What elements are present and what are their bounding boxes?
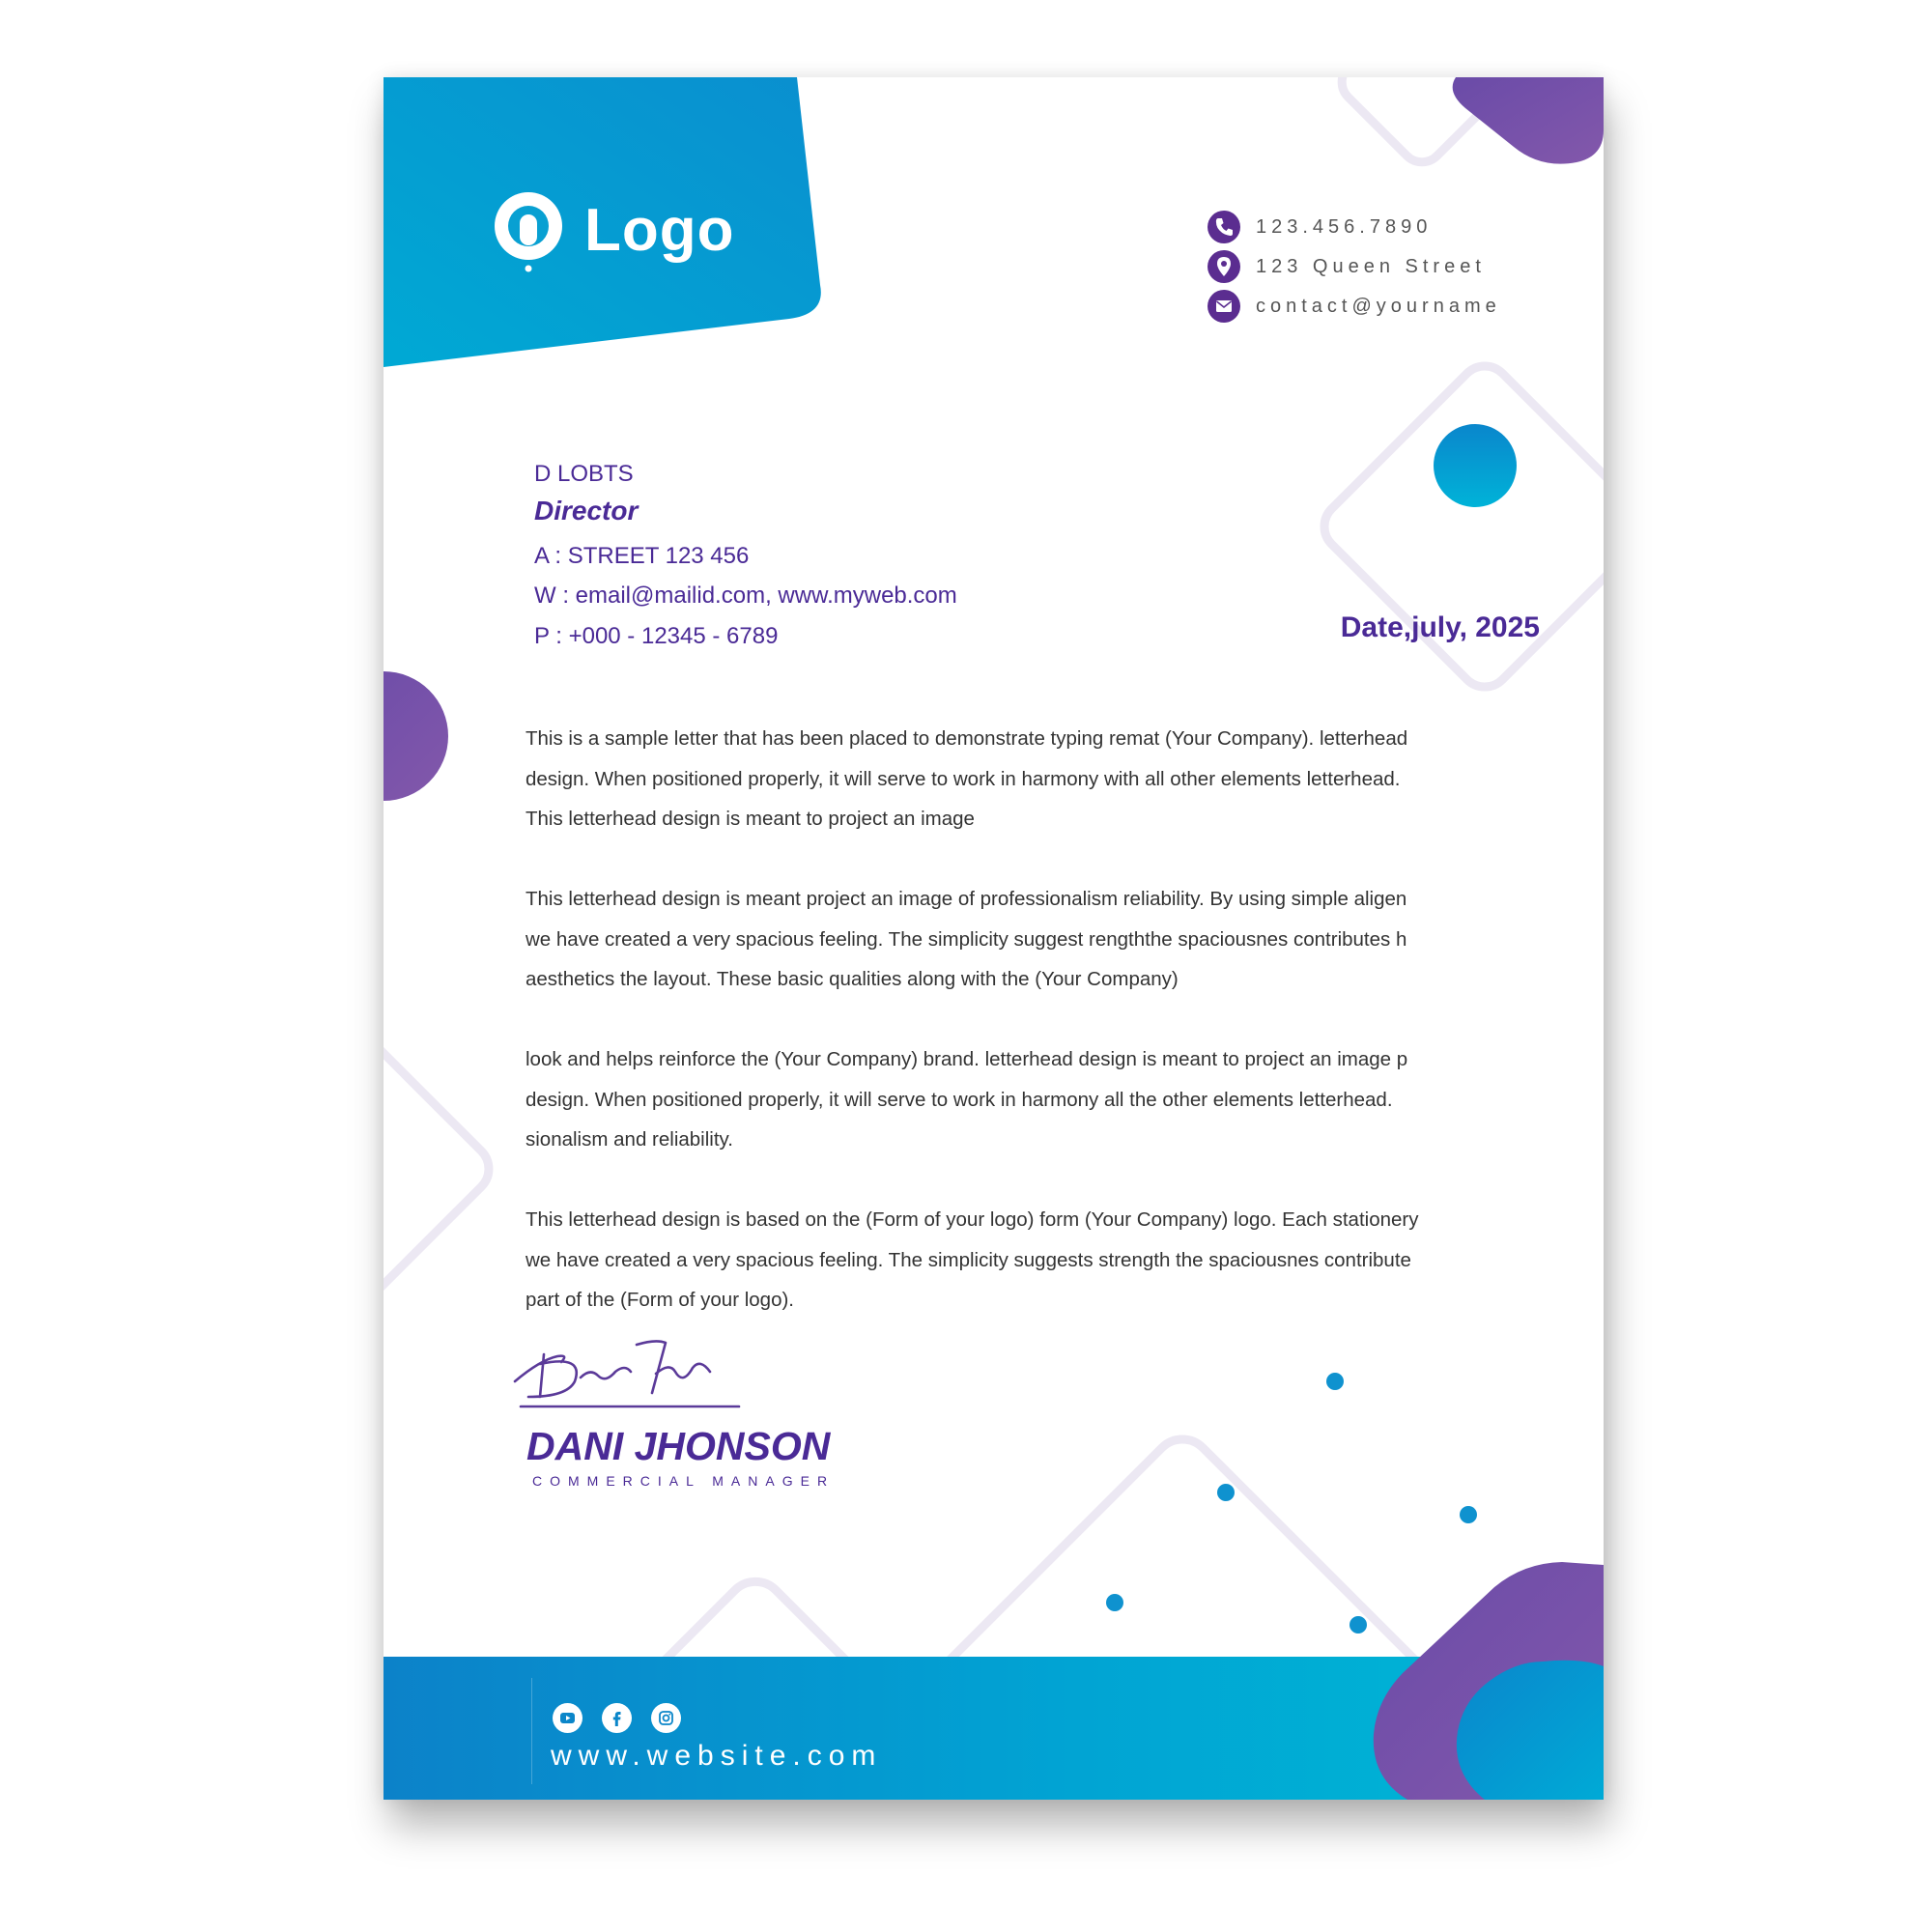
footer-divider [531,1678,532,1784]
purple-half-circle [384,671,448,801]
body-line: sionalism and reliability. [526,1128,733,1151]
sender-role: Director [534,496,639,526]
body-paragraph [526,1039,1549,1160]
contact-email [1208,290,1575,323]
sender-address: A : STREET 123 456 [534,543,750,569]
body-line: part of the (Form of your logo). [526,1289,795,1311]
contact-email-text: contact@yourname [1256,296,1501,317]
footer-website[interactable]: www.website.com [551,1740,883,1772]
body-line: This letterhead design is based on the (Form of your logo) form (Your Company) logo. Each stationery [526,1208,1419,1231]
body-line: This letterhead design is meant to project an image [526,808,975,830]
logo [490,187,789,284]
body-line: design. When positioned properly, it will serve to work in harmony with all other elements letterhead. [526,767,1401,790]
body-line: we have created a very spacious feeling. The simplicity suggest rengththe spaciousnes contributes h [526,927,1407,951]
contact-phone-text: 123.456.7890 [1256,216,1433,238]
contact-phone [1208,211,1575,243]
logo-text: Logo [584,197,735,264]
signatory-name: DANI JHONSON [526,1424,831,1468]
body-line: This letterhead design is meant project an image of professionalism reliability. By using simple aligen [526,888,1407,910]
body-line: we have created a very spacious feeling. The simplicity suggests strength the spaciousnes contribute [526,1248,1411,1271]
youtube-icon[interactable] [553,1703,582,1733]
phone-icon [1208,211,1240,243]
location-pin-icon [1208,250,1240,283]
letter-body [526,719,1549,1360]
handwritten-signature [511,1333,762,1410]
contact-address-text: 123 Queen Street [1256,256,1486,277]
body-line: aesthetics the layout. These basic qualities along with the (Your Company) [526,968,1179,990]
instagram-icon[interactable] [651,1703,681,1733]
sender-name: D LOBTS [534,461,634,487]
body-paragraph [526,1200,1549,1321]
body-line: This is a sample letter that has been placed to demonstrate typing remat (Your Company). letterhead [526,727,1408,750]
blue-circle [1434,424,1517,507]
sender-phone: P : +000 - 12345 - 6789 [534,623,779,649]
sender-web: W : email@mailid.com, www.myweb.com [534,582,957,609]
body-paragraph [526,719,1549,839]
body-line: look and helps reinforce the (Your Company) brand. letterhead design is meant to project an image p [526,1048,1408,1070]
letterhead-page [384,77,1604,1800]
logo-mark-icon [490,187,571,276]
signatory-title: COMMERCIAL MANAGER [532,1473,836,1489]
body-paragraph [526,879,1549,1000]
mail-icon [1208,290,1240,323]
body-line: design. When positioned properly, it will serve to work in harmony all the other elements letterhead. [526,1088,1393,1111]
letter-date: Date,july, 2025 [1340,611,1540,643]
footer-bar [384,1657,1604,1800]
contact-address [1208,250,1575,283]
facebook-icon[interactable] [602,1703,632,1733]
